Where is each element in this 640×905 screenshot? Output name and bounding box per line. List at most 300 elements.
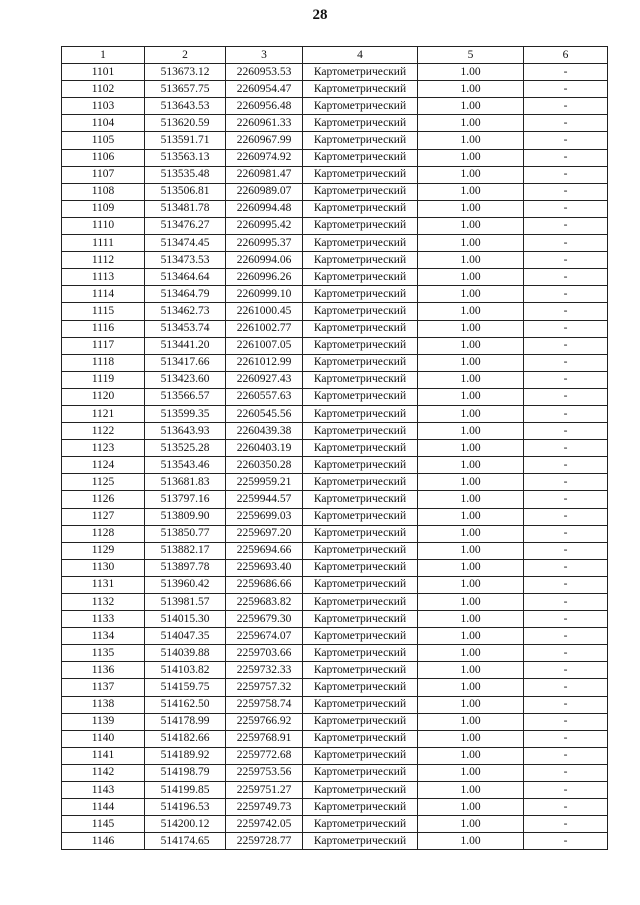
x-coordinate-cell: 513797.16 <box>145 491 226 508</box>
point-number-cell: 1137 <box>62 679 145 696</box>
x-coordinate-cell: 513566.57 <box>145 388 226 405</box>
x-coordinate-cell: 513681.83 <box>145 474 226 491</box>
x-coordinate-cell: 513506.81 <box>145 183 226 200</box>
table-row <box>62 235 608 252</box>
table-row <box>62 200 608 217</box>
description-cell: - <box>524 354 608 371</box>
point-number-cell: 1105 <box>62 132 145 149</box>
method-cell: Картометрический <box>303 217 418 234</box>
description-cell: - <box>524 764 608 781</box>
table-row <box>62 98 608 115</box>
accuracy-cell: 1.00 <box>418 303 524 320</box>
description-cell: - <box>524 833 608 850</box>
x-coordinate-cell: 513417.66 <box>145 354 226 371</box>
y-coordinate-cell: 2260350.28 <box>226 457 303 474</box>
point-number-cell: 1104 <box>62 115 145 132</box>
y-coordinate-cell: 2260989.07 <box>226 183 303 200</box>
y-coordinate-cell: 2259751.27 <box>226 782 303 799</box>
description-cell: - <box>524 491 608 508</box>
x-coordinate-cell: 514189.92 <box>145 747 226 764</box>
x-coordinate-cell: 513481.78 <box>145 200 226 217</box>
method-cell: Картометрический <box>303 594 418 611</box>
description-cell: - <box>524 286 608 303</box>
table-row <box>62 713 608 730</box>
accuracy-cell: 1.00 <box>418 269 524 286</box>
table-row <box>62 474 608 491</box>
description-cell: - <box>524 183 608 200</box>
description-cell: - <box>524 611 608 628</box>
description-cell: - <box>524 696 608 713</box>
y-coordinate-cell: 2259674.07 <box>226 628 303 645</box>
table-row <box>62 269 608 286</box>
x-coordinate-cell: 513462.73 <box>145 303 226 320</box>
description-cell: - <box>524 81 608 98</box>
table-row <box>62 816 608 833</box>
description-cell: - <box>524 525 608 542</box>
method-cell: Картометрический <box>303 576 418 593</box>
table-row <box>62 217 608 234</box>
accuracy-cell: 1.00 <box>418 64 524 81</box>
table-row <box>62 303 608 320</box>
x-coordinate-cell: 513599.35 <box>145 405 226 422</box>
point-number-cell: 1117 <box>62 337 145 354</box>
table-row <box>62 833 608 850</box>
table-row <box>62 611 608 628</box>
y-coordinate-cell: 2259753.56 <box>226 764 303 781</box>
table-row <box>62 320 608 337</box>
table-row <box>62 508 608 525</box>
y-coordinate-cell: 2259697.20 <box>226 525 303 542</box>
x-coordinate-cell: 514199.85 <box>145 782 226 799</box>
table-row <box>62 423 608 440</box>
x-coordinate-cell: 514182.66 <box>145 730 226 747</box>
accuracy-cell: 1.00 <box>418 457 524 474</box>
method-cell: Картометрический <box>303 611 418 628</box>
y-coordinate-cell: 2260999.10 <box>226 286 303 303</box>
x-coordinate-cell: 513809.90 <box>145 508 226 525</box>
description-cell: - <box>524 98 608 115</box>
accuracy-cell: 1.00 <box>418 217 524 234</box>
accuracy-cell: 1.00 <box>418 679 524 696</box>
description-cell: - <box>524 576 608 593</box>
method-cell: Картометрический <box>303 764 418 781</box>
description-cell: - <box>524 405 608 422</box>
method-cell: Картометрический <box>303 628 418 645</box>
accuracy-cell: 1.00 <box>418 782 524 799</box>
point-number-cell: 1145 <box>62 816 145 833</box>
method-cell: Картометрический <box>303 423 418 440</box>
x-coordinate-cell: 514159.75 <box>145 679 226 696</box>
point-number-cell: 1125 <box>62 474 145 491</box>
point-number-cell: 1131 <box>62 576 145 593</box>
point-number-cell: 1119 <box>62 371 145 388</box>
method-cell: Картометрический <box>303 645 418 662</box>
accuracy-cell: 1.00 <box>418 559 524 576</box>
y-coordinate-cell: 2260994.06 <box>226 252 303 269</box>
x-coordinate-cell: 513563.13 <box>145 149 226 166</box>
x-coordinate-cell: 513423.60 <box>145 371 226 388</box>
x-coordinate-cell: 513643.53 <box>145 98 226 115</box>
method-cell: Картометрический <box>303 525 418 542</box>
description-cell: - <box>524 423 608 440</box>
point-number-cell: 1127 <box>62 508 145 525</box>
table-row <box>62 782 608 799</box>
accuracy-cell: 1.00 <box>418 337 524 354</box>
method-cell: Картометрический <box>303 183 418 200</box>
method-cell: Картометрический <box>303 542 418 559</box>
accuracy-cell: 1.00 <box>418 235 524 252</box>
method-cell: Картометрический <box>303 508 418 525</box>
description-cell: - <box>524 799 608 816</box>
description-cell: - <box>524 252 608 269</box>
y-coordinate-cell: 2260557.63 <box>226 388 303 405</box>
method-cell: Картометрический <box>303 559 418 576</box>
x-coordinate-cell: 513643.93 <box>145 423 226 440</box>
description-cell: - <box>524 388 608 405</box>
accuracy-cell: 1.00 <box>418 200 524 217</box>
y-coordinate-cell: 2261002.77 <box>226 320 303 337</box>
accuracy-cell: 1.00 <box>418 371 524 388</box>
y-coordinate-cell: 2261007.05 <box>226 337 303 354</box>
point-number-cell: 1134 <box>62 628 145 645</box>
table-row <box>62 747 608 764</box>
accuracy-cell: 1.00 <box>418 576 524 593</box>
method-cell: Картометрический <box>303 252 418 269</box>
method-cell: Картометрический <box>303 833 418 850</box>
y-coordinate-cell: 2261012.99 <box>226 354 303 371</box>
column-header: 3 <box>226 47 303 64</box>
y-coordinate-cell: 2259766.92 <box>226 713 303 730</box>
y-coordinate-cell: 2259772.68 <box>226 747 303 764</box>
point-number-cell: 1142 <box>62 764 145 781</box>
accuracy-cell: 1.00 <box>418 628 524 645</box>
y-coordinate-cell: 2259749.73 <box>226 799 303 816</box>
table-row <box>62 525 608 542</box>
point-number-cell: 1140 <box>62 730 145 747</box>
point-number-cell: 1115 <box>62 303 145 320</box>
x-coordinate-cell: 513620.59 <box>145 115 226 132</box>
y-coordinate-cell: 2261000.45 <box>226 303 303 320</box>
point-number-cell: 1118 <box>62 354 145 371</box>
table-row <box>62 696 608 713</box>
x-coordinate-cell: 513474.45 <box>145 235 226 252</box>
accuracy-cell: 1.00 <box>418 730 524 747</box>
description-cell: - <box>524 217 608 234</box>
point-number-cell: 1135 <box>62 645 145 662</box>
y-coordinate-cell: 2260995.37 <box>226 235 303 252</box>
accuracy-cell: 1.00 <box>418 713 524 730</box>
table-row <box>62 662 608 679</box>
x-coordinate-cell: 513441.20 <box>145 337 226 354</box>
x-coordinate-cell: 514103.82 <box>145 662 226 679</box>
y-coordinate-cell: 2260545.56 <box>226 405 303 422</box>
description-cell: - <box>524 782 608 799</box>
point-number-cell: 1107 <box>62 166 145 183</box>
method-cell: Картометрический <box>303 696 418 713</box>
page-number: 28 <box>312 7 328 23</box>
description-cell: - <box>524 64 608 81</box>
point-number-cell: 1139 <box>62 713 145 730</box>
y-coordinate-cell: 2260994.48 <box>226 200 303 217</box>
point-number-cell: 1120 <box>62 388 145 405</box>
y-coordinate-cell: 2260995.42 <box>226 217 303 234</box>
point-number-cell: 1124 <box>62 457 145 474</box>
x-coordinate-cell: 513535.48 <box>145 166 226 183</box>
description-cell: - <box>524 662 608 679</box>
point-number-cell: 1133 <box>62 611 145 628</box>
description-cell: - <box>524 542 608 559</box>
y-coordinate-cell: 2260927.43 <box>226 371 303 388</box>
method-cell: Картометрический <box>303 81 418 98</box>
description-cell: - <box>524 200 608 217</box>
table-row <box>62 252 608 269</box>
description-cell: - <box>524 679 608 696</box>
table-row <box>62 132 608 149</box>
point-number-cell: 1128 <box>62 525 145 542</box>
x-coordinate-cell: 513657.75 <box>145 81 226 98</box>
y-coordinate-cell: 2259944.57 <box>226 491 303 508</box>
method-cell: Картометрический <box>303 662 418 679</box>
y-coordinate-cell: 2260956.48 <box>226 98 303 115</box>
description-cell: - <box>524 235 608 252</box>
method-cell: Картометрический <box>303 679 418 696</box>
accuracy-cell: 1.00 <box>418 115 524 132</box>
method-cell: Картометрический <box>303 457 418 474</box>
description-cell: - <box>524 816 608 833</box>
point-number-cell: 1114 <box>62 286 145 303</box>
y-coordinate-cell: 2259758.74 <box>226 696 303 713</box>
table-row <box>62 440 608 457</box>
method-cell: Картометрический <box>303 337 418 354</box>
accuracy-cell: 1.00 <box>418 81 524 98</box>
accuracy-cell: 1.00 <box>418 388 524 405</box>
point-number-cell: 1129 <box>62 542 145 559</box>
table-row <box>62 628 608 645</box>
method-cell: Картометрический <box>303 782 418 799</box>
table-row <box>62 730 608 747</box>
y-coordinate-cell: 2259699.03 <box>226 508 303 525</box>
accuracy-cell: 1.00 <box>418 611 524 628</box>
y-coordinate-cell: 2259683.82 <box>226 594 303 611</box>
x-coordinate-cell: 513882.17 <box>145 542 226 559</box>
table-row <box>62 559 608 576</box>
accuracy-cell: 1.00 <box>418 98 524 115</box>
point-number-cell: 1108 <box>62 183 145 200</box>
x-coordinate-cell: 514178.99 <box>145 713 226 730</box>
method-cell: Картометрический <box>303 405 418 422</box>
accuracy-cell: 1.00 <box>418 799 524 816</box>
y-coordinate-cell: 2260953.53 <box>226 64 303 81</box>
y-coordinate-cell: 2259679.30 <box>226 611 303 628</box>
accuracy-cell: 1.00 <box>418 474 524 491</box>
accuracy-cell: 1.00 <box>418 149 524 166</box>
x-coordinate-cell: 514200.12 <box>145 816 226 833</box>
x-coordinate-cell: 513525.28 <box>145 440 226 457</box>
method-cell: Картометрический <box>303 269 418 286</box>
accuracy-cell: 1.00 <box>418 833 524 850</box>
x-coordinate-cell: 514047.35 <box>145 628 226 645</box>
accuracy-cell: 1.00 <box>418 747 524 764</box>
table-row <box>62 594 608 611</box>
table-row <box>62 64 608 81</box>
y-coordinate-cell: 2259694.66 <box>226 542 303 559</box>
table-row <box>62 542 608 559</box>
y-coordinate-cell: 2259742.05 <box>226 816 303 833</box>
accuracy-cell: 1.00 <box>418 594 524 611</box>
accuracy-cell: 1.00 <box>418 645 524 662</box>
accuracy-cell: 1.00 <box>418 662 524 679</box>
y-coordinate-cell: 2260403.19 <box>226 440 303 457</box>
x-coordinate-cell: 513673.12 <box>145 64 226 81</box>
method-cell: Картометрический <box>303 166 418 183</box>
table-row <box>62 576 608 593</box>
point-number-cell: 1113 <box>62 269 145 286</box>
table-row <box>62 166 608 183</box>
coordinates-table <box>61 46 608 850</box>
accuracy-cell: 1.00 <box>418 542 524 559</box>
method-cell: Картометрический <box>303 320 418 337</box>
method-cell: Картометрический <box>303 371 418 388</box>
method-cell: Картометрический <box>303 235 418 252</box>
table-header <box>62 47 608 64</box>
table-row <box>62 388 608 405</box>
table-row <box>62 286 608 303</box>
point-number-cell: 1130 <box>62 559 145 576</box>
table-row <box>62 405 608 422</box>
description-cell: - <box>524 132 608 149</box>
accuracy-cell: 1.00 <box>418 491 524 508</box>
method-cell: Картометрический <box>303 98 418 115</box>
description-cell: - <box>524 628 608 645</box>
method-cell: Картометрический <box>303 354 418 371</box>
point-number-cell: 1146 <box>62 833 145 850</box>
description-cell: - <box>524 337 608 354</box>
y-coordinate-cell: 2260981.47 <box>226 166 303 183</box>
x-coordinate-cell: 513850.77 <box>145 525 226 542</box>
y-coordinate-cell: 2260996.26 <box>226 269 303 286</box>
point-number-cell: 1111 <box>62 235 145 252</box>
point-number-cell: 1136 <box>62 662 145 679</box>
x-coordinate-cell: 513464.64 <box>145 269 226 286</box>
y-coordinate-cell: 2260961.33 <box>226 115 303 132</box>
accuracy-cell: 1.00 <box>418 183 524 200</box>
method-cell: Картометрический <box>303 730 418 747</box>
y-coordinate-cell: 2259959.21 <box>226 474 303 491</box>
point-number-cell: 1101 <box>62 64 145 81</box>
table-row <box>62 764 608 781</box>
accuracy-cell: 1.00 <box>418 423 524 440</box>
x-coordinate-cell: 513897.78 <box>145 559 226 576</box>
description-cell: - <box>524 320 608 337</box>
accuracy-cell: 1.00 <box>418 252 524 269</box>
description-cell: - <box>524 747 608 764</box>
method-cell: Картометрический <box>303 440 418 457</box>
description-cell: - <box>524 645 608 662</box>
method-cell: Картометрический <box>303 286 418 303</box>
x-coordinate-cell: 513981.57 <box>145 594 226 611</box>
table-row <box>62 457 608 474</box>
accuracy-cell: 1.00 <box>418 132 524 149</box>
method-cell: Картометрический <box>303 388 418 405</box>
table-row <box>62 371 608 388</box>
description-cell: - <box>524 594 608 611</box>
description-cell: - <box>524 713 608 730</box>
method-cell: Картометрический <box>303 303 418 320</box>
y-coordinate-cell: 2259693.40 <box>226 559 303 576</box>
point-number-cell: 1144 <box>62 799 145 816</box>
table-row <box>62 115 608 132</box>
table-row <box>62 354 608 371</box>
point-number-cell: 1106 <box>62 149 145 166</box>
description-cell: - <box>524 166 608 183</box>
accuracy-cell: 1.00 <box>418 816 524 833</box>
method-cell: Картометрический <box>303 115 418 132</box>
method-cell: Картометрический <box>303 799 418 816</box>
y-coordinate-cell: 2260967.99 <box>226 132 303 149</box>
accuracy-cell: 1.00 <box>418 354 524 371</box>
point-number-cell: 1110 <box>62 217 145 234</box>
point-number-cell: 1132 <box>62 594 145 611</box>
method-cell: Картометрический <box>303 816 418 833</box>
accuracy-cell: 1.00 <box>418 696 524 713</box>
column-header: 6 <box>524 47 608 64</box>
y-coordinate-cell: 2259728.77 <box>226 833 303 850</box>
accuracy-cell: 1.00 <box>418 764 524 781</box>
point-number-cell: 1109 <box>62 200 145 217</box>
description-cell: - <box>524 474 608 491</box>
x-coordinate-cell: 514015.30 <box>145 611 226 628</box>
point-number-cell: 1138 <box>62 696 145 713</box>
point-number-cell: 1103 <box>62 98 145 115</box>
table-body <box>62 64 608 850</box>
x-coordinate-cell: 513464.79 <box>145 286 226 303</box>
x-coordinate-cell: 513476.27 <box>145 217 226 234</box>
description-cell: - <box>524 440 608 457</box>
header-row <box>62 47 608 64</box>
method-cell: Картометрический <box>303 132 418 149</box>
y-coordinate-cell: 2259686.66 <box>226 576 303 593</box>
x-coordinate-cell: 513591.71 <box>145 132 226 149</box>
x-coordinate-cell: 513473.53 <box>145 252 226 269</box>
method-cell: Картометрический <box>303 64 418 81</box>
method-cell: Картометрический <box>303 747 418 764</box>
y-coordinate-cell: 2259757.32 <box>226 679 303 696</box>
table-row <box>62 183 608 200</box>
column-header: 2 <box>145 47 226 64</box>
y-coordinate-cell: 2259768.91 <box>226 730 303 747</box>
x-coordinate-cell: 513453.74 <box>145 320 226 337</box>
point-number-cell: 1141 <box>62 747 145 764</box>
x-coordinate-cell: 513960.42 <box>145 576 226 593</box>
description-cell: - <box>524 457 608 474</box>
accuracy-cell: 1.00 <box>418 166 524 183</box>
x-coordinate-cell: 514162.50 <box>145 696 226 713</box>
x-coordinate-cell: 514196.53 <box>145 799 226 816</box>
table-row <box>62 679 608 696</box>
table-row <box>62 645 608 662</box>
point-number-cell: 1121 <box>62 405 145 422</box>
accuracy-cell: 1.00 <box>418 286 524 303</box>
method-cell: Картометрический <box>303 474 418 491</box>
description-cell: - <box>524 508 608 525</box>
table-row <box>62 337 608 354</box>
x-coordinate-cell: 514039.88 <box>145 645 226 662</box>
table-row <box>62 81 608 98</box>
x-coordinate-cell: 514198.79 <box>145 764 226 781</box>
accuracy-cell: 1.00 <box>418 440 524 457</box>
table-row <box>62 799 608 816</box>
y-coordinate-cell: 2260954.47 <box>226 81 303 98</box>
